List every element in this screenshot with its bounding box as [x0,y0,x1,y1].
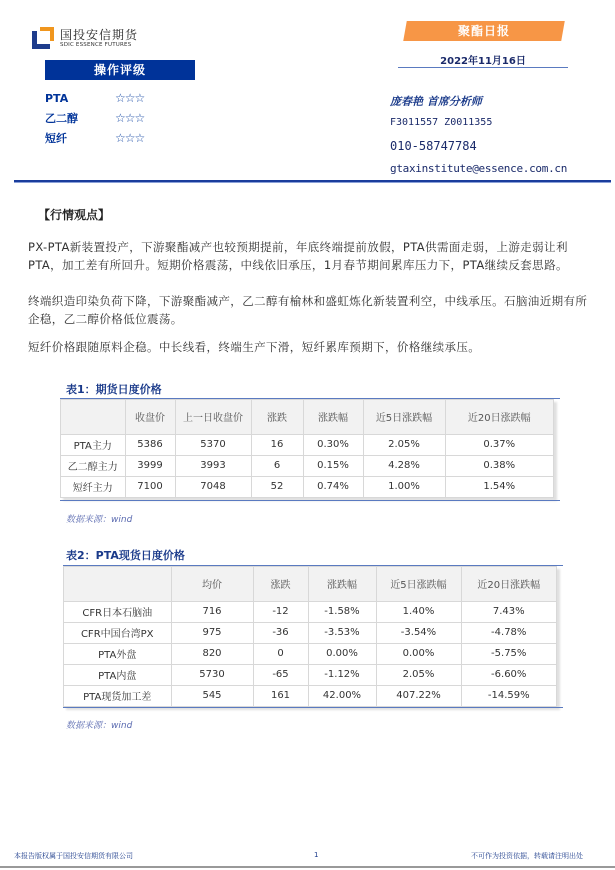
table-cell: 716 [171,601,253,622]
table-cell: CFR日本石脑油 [64,601,171,622]
market-view-paragraph-meg: 终端织造印染负荷下降，下游聚酯减产，乙二醇有榆林和盛虹炼化新装置利空，中线承压。石脑油近期有所企稳，乙二醇价格低位震荡。 [28,294,588,326]
table-cell: PTA外盘 [64,643,171,664]
table-cell: 52 [251,476,303,497]
table-cell: 3999 [125,455,175,476]
market-view-title: 【行情观点】 [38,208,111,222]
logo-mark-icon [32,27,54,49]
table-cell: -5.75% [461,643,556,664]
analyst-email[interactable]: gtaxinstitute@essence.com.cn [390,162,568,175]
analyst-name: 庞春艳 首席分析师 [390,95,482,108]
table-cell: PTA主力 [61,434,125,455]
star-rating-icon: ☆☆☆ [115,131,145,145]
column-header: 均价 [171,567,253,601]
footer-copyright: 本报告版权属于国投安信期货有限公司 [14,852,133,860]
table2-bottom-rule [63,707,563,708]
column-header: 涨跌 [251,400,303,434]
table2-source: 数据来源：wind [66,721,133,731]
table-cell: 4.28% [363,455,445,476]
table-cell: 7.43% [461,601,556,622]
report-type-label: 聚酯日报 [457,24,510,38]
date-divider [398,67,568,68]
table-row [64,643,556,664]
company-logo [32,27,138,49]
column-header: 近20日涨跌幅 [461,567,556,601]
footer-disclaimer: 不可作为投资依据，转载请注明出处 [471,852,583,860]
page-number: 1 [314,851,319,859]
logo-english-name: SDIC ESSENCE FUTURES [60,41,132,48]
column-header [61,400,125,434]
table-cell: 545 [171,685,253,706]
logo-chinese-name: 国投安信期货 [60,27,139,42]
rating-header: 操作评级 [45,60,195,80]
table-cell: 3993 [175,455,251,476]
table-cell: 820 [171,643,253,664]
table-cell: 0.74% [303,476,363,497]
market-view-paragraph-pta: PX-PTA新装置投产，下游聚酯减产也较预期提前，年底终端提前放假，PTA供需面走弱，上游走弱让利PTA，加工差有所回升。短期价格震荡，中线依旧承压，1月春节期间累库压力下，PTA继续反套思路。 [28,240,568,272]
table-cell: 161 [253,685,308,706]
table-cell: 2.05% [376,664,461,685]
table-cell: 42.00% [308,685,376,706]
table-row [61,476,553,497]
column-header: 近5日涨跌幅 [376,567,461,601]
rating-row-meg [45,108,144,128]
rating-name: 短纤 [45,132,67,145]
rating-list [45,88,144,148]
table-cell: -14.59% [461,685,556,706]
table-cell: 7048 [175,476,251,497]
futures-price-table [60,399,554,498]
table-cell: 0 [253,643,308,664]
column-header: 近20日涨跌幅 [445,400,553,434]
table-cell: PTA内盘 [64,664,171,685]
table-cell: 0.30% [303,434,363,455]
table-cell: 5370 [175,434,251,455]
table-cell: 407.22% [376,685,461,706]
table-cell: -6.60% [461,664,556,685]
table-row [64,601,556,622]
analyst-certificate: F3011557 Z0011355 [390,117,493,128]
table-cell: 1.00% [363,476,445,497]
star-rating-icon: ☆☆☆ [115,91,145,105]
table1-source: 数据来源：wind [66,515,133,525]
table-cell: 5730 [171,664,253,685]
table-cell: -1.58% [308,601,376,622]
column-header [64,567,171,601]
table-header-row [64,567,556,601]
rating-row-pta [45,88,144,108]
table-cell: 0.00% [376,643,461,664]
column-header: 近5日涨跌幅 [363,400,445,434]
table-cell: -4.78% [461,622,556,643]
star-rating-icon: ☆☆☆ [115,111,145,125]
header-divider [14,180,611,183]
table-cell: 16 [251,434,303,455]
rating-row-psf [45,128,144,148]
table-cell: -12 [253,601,308,622]
column-header: 涨跌幅 [303,400,363,434]
table-header-row [61,400,553,434]
spot-price-table [63,566,557,707]
table-cell: 2.05% [363,434,445,455]
table-cell: PTA现货加工差 [64,685,171,706]
table-row [64,685,556,706]
table-row [61,455,553,476]
table-cell: -65 [253,664,308,685]
table-cell: 0.00% [308,643,376,664]
column-header: 涨跌 [253,567,308,601]
table-cell: 短纤主力 [61,476,125,497]
footer-divider [0,866,615,868]
table-cell: CFR中国台湾PX [64,622,171,643]
table2-title: 表2：PTA现货日度价格 [66,549,185,562]
table-cell: -3.54% [376,622,461,643]
table1-title: 表1：期货日度价格 [66,383,162,396]
table-cell: 乙二醇主力 [61,455,125,476]
table-cell: -36 [253,622,308,643]
rating-name: 乙二醇 [45,112,78,125]
table-cell: 0.38% [445,455,553,476]
table-cell: 5386 [125,434,175,455]
table1-bottom-rule [60,500,560,501]
table-row [61,434,553,455]
analyst-phone: 010-58747784 [390,139,477,153]
column-header: 涨跌幅 [308,567,376,601]
column-header: 上一日收盘价 [175,400,251,434]
table-cell: -3.53% [308,622,376,643]
rating-name: PTA [45,91,69,105]
market-view-paragraph-psf: 短纤价格跟随原料企稳。中长线看，终端生产下滑，短纤累库预期下，价格继续承压。 [28,340,481,354]
table-cell: 1.40% [376,601,461,622]
report-date: 2022年11月16日 [440,56,526,67]
column-header: 收盘价 [125,400,175,434]
table-row [64,622,556,643]
table-cell: 1.54% [445,476,553,497]
table-cell: 0.15% [303,455,363,476]
table-cell: 6 [251,455,303,476]
table-cell: 7100 [125,476,175,497]
table-cell: 0.37% [445,434,553,455]
table-cell: 975 [171,622,253,643]
table-cell: -1.12% [308,664,376,685]
table-row [64,664,556,685]
